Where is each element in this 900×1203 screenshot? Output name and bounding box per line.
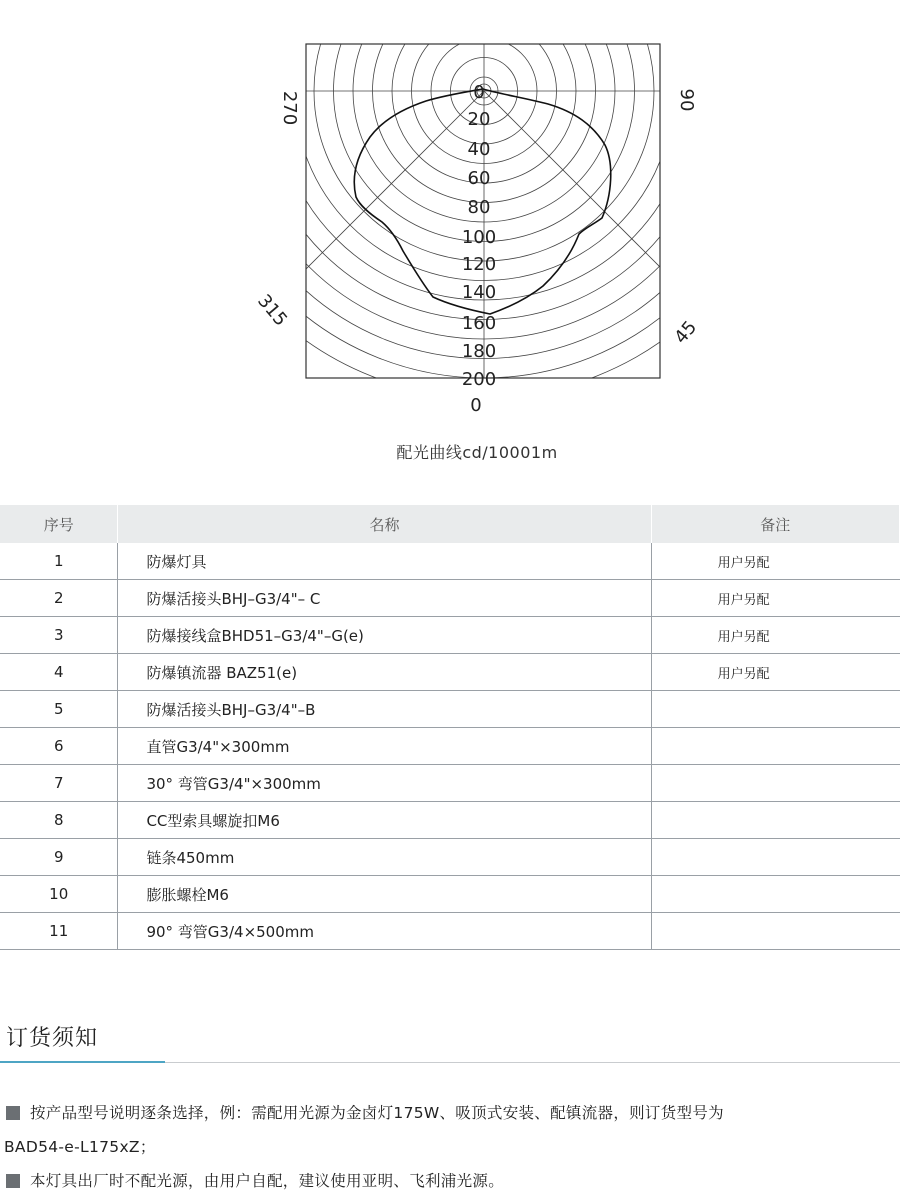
- square-bullet-icon: [6, 1174, 20, 1188]
- polar-curve-chart: [0, 0, 900, 420]
- note-continuation: BAD54-e-L175xZ；: [4, 1138, 156, 1156]
- row-note: 用户另配: [651, 580, 899, 617]
- row-index: 4: [0, 654, 118, 691]
- row-name: 防爆灯具: [118, 543, 651, 580]
- row-index: 3: [0, 617, 118, 654]
- row-note: 用户另配: [651, 617, 899, 654]
- row-note: [651, 691, 899, 728]
- row-name: CC型索具螺旋扣M6: [118, 802, 651, 839]
- row-index: 6: [0, 728, 118, 765]
- grid-diagonal: [484, 88, 844, 420]
- row-index: 1: [0, 543, 118, 580]
- row-name: 直管G3/4"×300mm: [118, 728, 651, 765]
- row-note: 用户另配: [651, 654, 899, 691]
- ordering-title: 订货须知: [6, 1026, 99, 1051]
- row-index: 5: [0, 691, 118, 728]
- row-note: [651, 839, 899, 876]
- angle-label-45: 45: [670, 316, 702, 348]
- row-note: [651, 876, 899, 913]
- row-note: [651, 802, 899, 839]
- row-name: 防爆活接头BHJ–G3/4"–B: [118, 691, 651, 728]
- row-name: 90° 弯管G3/4×500mm: [118, 913, 651, 950]
- table-row: [0, 691, 900, 728]
- row-note: [651, 765, 899, 802]
- table-row: [0, 617, 900, 654]
- row-index: 9: [0, 839, 118, 876]
- radial-tick-label: 40: [467, 139, 491, 160]
- radial-tick-label: 0: [473, 82, 485, 103]
- note-item: [4, 1096, 900, 1130]
- table-row: [0, 765, 900, 802]
- table-row: [0, 839, 900, 876]
- row-name: 30° 弯管G3/4"×300mm: [118, 765, 651, 802]
- table-row: [0, 802, 900, 839]
- row-name: 防爆活接头BHJ–G3/4"– C: [118, 580, 651, 617]
- diagram-caption: 配光曲线cd/10001m: [396, 443, 558, 462]
- radial-tick-labels: [462, 82, 496, 390]
- angle-label-270: 270: [279, 90, 300, 126]
- table-row: [0, 876, 900, 913]
- parts-table: [0, 505, 900, 950]
- radial-tick-label: 180: [461, 341, 497, 362]
- radial-tick-label: 120: [461, 254, 497, 275]
- radial-tick-label: 20: [467, 109, 491, 130]
- angle-label-90: 90: [676, 88, 697, 112]
- grid-diagonal: [124, 91, 484, 420]
- square-bullet-icon: [6, 1106, 20, 1120]
- radial-tick-label: 140: [461, 282, 497, 303]
- table-row: [0, 580, 900, 617]
- ordering-notes: [4, 1096, 900, 1198]
- section-divider-accent: [0, 1061, 165, 1063]
- table-row: [0, 543, 900, 580]
- radial-tick-label: 200: [461, 369, 497, 390]
- row-name: 链条450mm: [118, 839, 651, 876]
- row-name: 防爆接线盒BHD51–G3/4"–G(e): [118, 617, 651, 654]
- angle-label-315: 315: [253, 290, 292, 331]
- radial-tick-label: 60: [467, 168, 491, 189]
- light-distribution-diagram: [0, 0, 900, 420]
- row-index: 8: [0, 802, 118, 839]
- angle-label-0: 0: [470, 395, 482, 416]
- radial-tick-label: 160: [461, 313, 497, 334]
- note-text: 按产品型号说明逐条选择，例：需配用光源为金卤灯175W、吸顶式安装、配镇流器，则订货型号为: [30, 1104, 724, 1122]
- table-row: [0, 728, 900, 765]
- header-index: 序号: [0, 505, 118, 543]
- note-text: 本灯具出厂时不配光源，由用户自配，建议使用亚明、飞利浦光源。: [30, 1172, 505, 1190]
- table-header-row: [0, 505, 900, 543]
- row-index: 2: [0, 580, 118, 617]
- table-row: [0, 913, 900, 950]
- row-index: 11: [0, 913, 118, 950]
- row-index: 7: [0, 765, 118, 802]
- header-note: 备注: [651, 505, 899, 543]
- row-index: 10: [0, 876, 118, 913]
- radial-tick-label: 100: [461, 227, 497, 248]
- note-item: [4, 1164, 900, 1198]
- row-note: [651, 728, 899, 765]
- row-name: 膨胀螺栓M6: [118, 876, 651, 913]
- radial-tick-label: 80: [467, 197, 491, 218]
- table-row: [0, 654, 900, 691]
- row-name: 防爆镇流器 BAZ51(e): [118, 654, 651, 691]
- row-note: 用户另配: [651, 543, 899, 580]
- header-name: 名称: [118, 505, 651, 543]
- row-note: [651, 913, 899, 950]
